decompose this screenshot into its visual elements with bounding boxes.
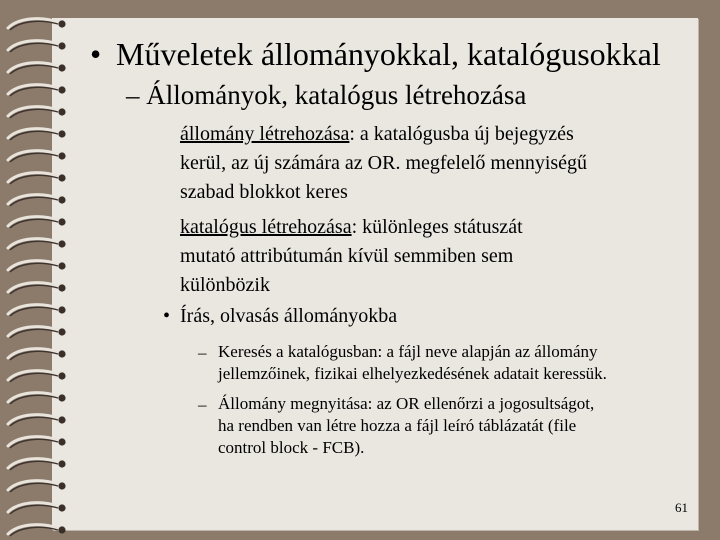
slide-subtitle xyxy=(126,80,526,111)
sub1-dash: – xyxy=(198,343,207,362)
para1-line1-rest: : a katalógusba új bejegyzés xyxy=(349,123,574,145)
binding-hole xyxy=(58,262,65,269)
binding-hole xyxy=(58,460,65,467)
para1-line3: szabad blokkot keres xyxy=(180,181,348,203)
binding-hole xyxy=(58,240,65,247)
binding-hole xyxy=(58,438,65,445)
bullet-dot: • xyxy=(163,305,171,327)
sub2-dash: – xyxy=(198,395,207,414)
binding-hole xyxy=(58,218,65,225)
binding-hole xyxy=(58,86,65,93)
bullet-read-write xyxy=(163,305,397,328)
sub1-line1: Keresés a katalógusban: a fájl neve alapján az állomány xyxy=(218,342,598,361)
para1-term: állomány létrehozása xyxy=(180,123,350,145)
binding-hole xyxy=(58,152,65,159)
binding-hole xyxy=(58,284,65,291)
para2-line3: különbözik xyxy=(180,274,270,296)
para1-line2: kerül, az új számára az OR. megfelelő mennyiségű xyxy=(180,152,588,174)
binding-hole xyxy=(58,306,65,313)
bullet-read-write-text: Írás, olvasás állományokba xyxy=(180,305,398,327)
binding-hole xyxy=(58,526,65,533)
binding-hole xyxy=(58,328,65,335)
title-text: Műveletek állományokkal, katalógusokkal xyxy=(116,36,661,72)
para2-line2: mutató attribútumán kívül semmiben sem xyxy=(180,245,514,267)
sub2-line1: Állomány megnyitása: az OR ellenőrzi a jogosultságot, xyxy=(218,394,595,413)
binding-hole xyxy=(58,196,65,203)
sub2-line3: control block - FCB). xyxy=(218,438,365,457)
binding-hole xyxy=(58,504,65,511)
subtitle-text: Állományok, katalógus létrehozása xyxy=(146,80,527,110)
sub2-line2: ha rendben van létre hozza a fájl leíró táblázatát (file xyxy=(218,416,577,435)
spiral-binding xyxy=(0,0,80,540)
page-number: 61 xyxy=(675,500,688,515)
binding-hole xyxy=(58,42,65,49)
para2-term: katalógus létrehozása xyxy=(180,216,352,238)
binding-hole xyxy=(58,350,65,357)
para2-line1 xyxy=(180,213,523,242)
binding-hole xyxy=(58,174,65,181)
binding-hole xyxy=(58,416,65,423)
title-bullet: • xyxy=(90,36,102,72)
binding-hole xyxy=(58,394,65,401)
binding-hole xyxy=(58,372,65,379)
sub1-line2: jellemzőinek, fizikai elhelyezkedésének adatait keressük. xyxy=(218,364,607,383)
binding-hole xyxy=(58,108,65,115)
binding-hole xyxy=(58,20,65,27)
binding-hole xyxy=(58,130,65,137)
binding-hole xyxy=(58,482,65,489)
subtitle-dash: – xyxy=(126,80,147,110)
slide-title xyxy=(90,36,661,73)
para2-line1-rest: : különleges státuszát xyxy=(351,216,523,238)
para1-line1 xyxy=(180,120,574,149)
binding-hole xyxy=(58,64,65,71)
